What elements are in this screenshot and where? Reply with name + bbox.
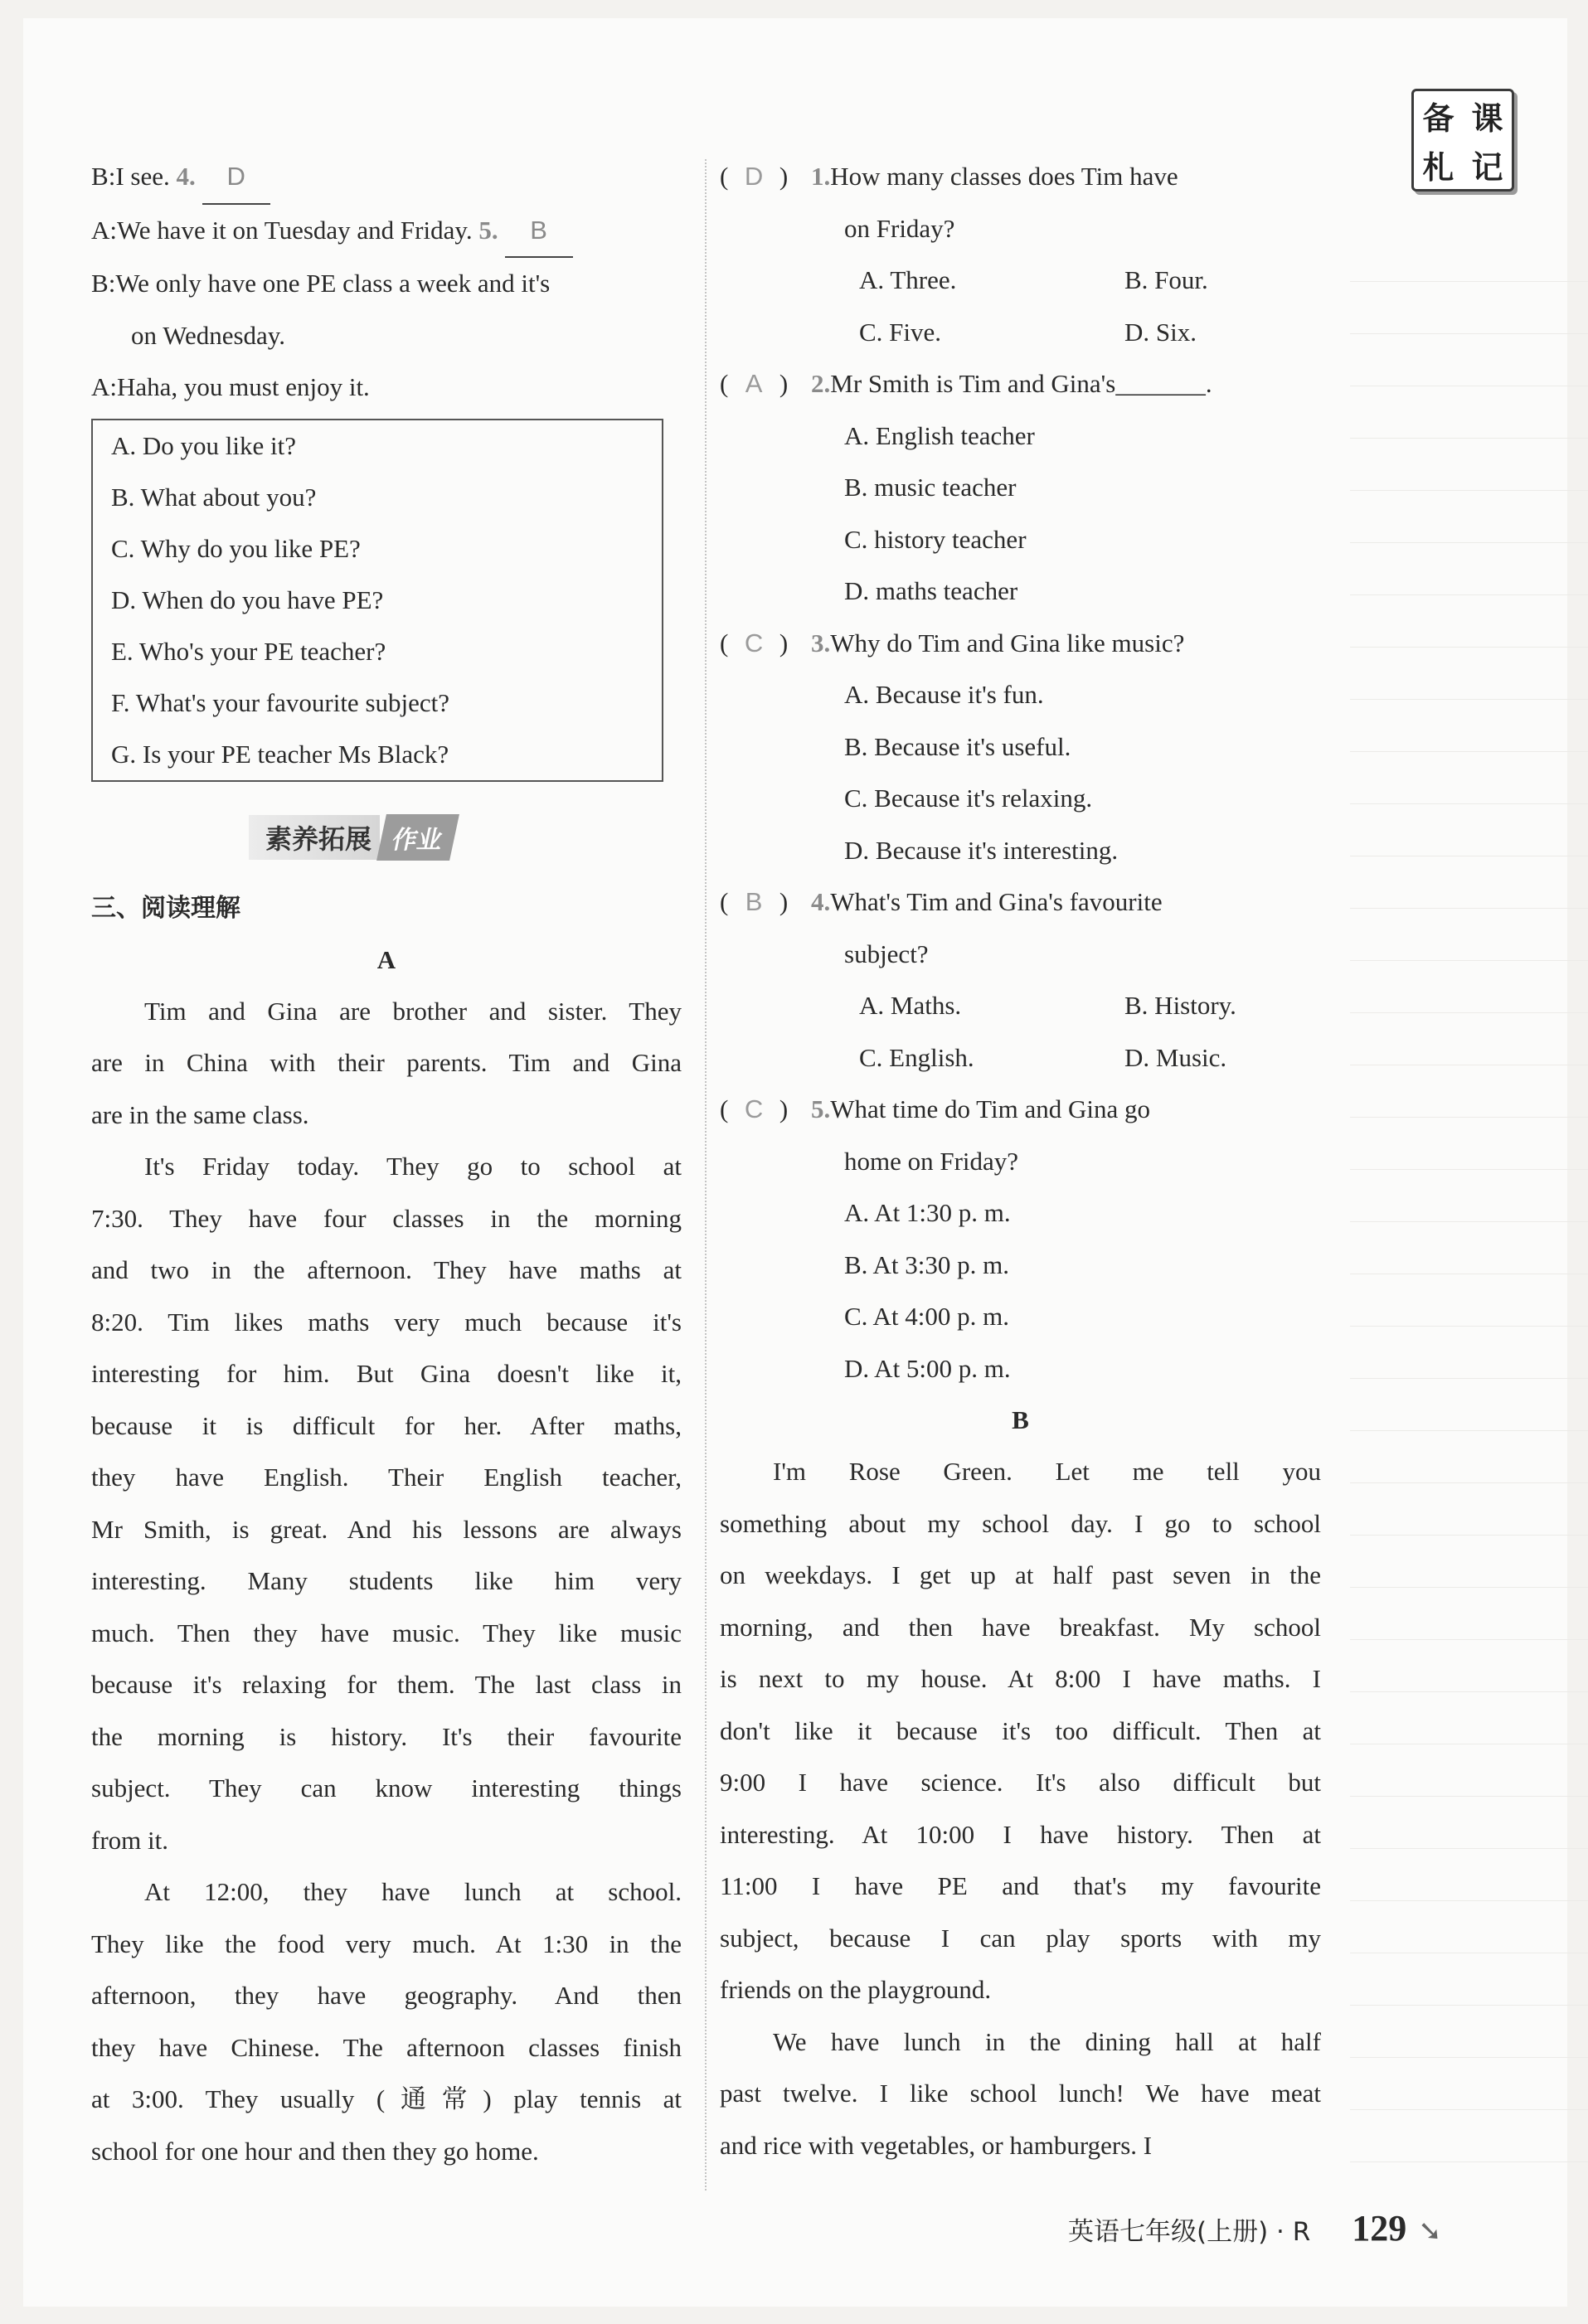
option-grid xyxy=(720,255,1321,358)
notes-area xyxy=(1350,230,1588,2153)
passage-b-letter: B xyxy=(1012,1405,1029,1434)
question-text xyxy=(811,1084,1321,1136)
notes-ruled-line xyxy=(1350,1640,1588,1692)
text-line: they have Chinese. The afternoon classes finish xyxy=(91,2032,682,2062)
text-line: don't like it because it's too difficult. Then at xyxy=(720,1715,1321,1745)
text-line: afternoon, they have geography. And then xyxy=(91,1981,682,2010)
option-item: A. Do you like it? xyxy=(111,430,296,460)
text-line: from it. xyxy=(91,1825,168,1855)
stamp-char: 课 xyxy=(1471,100,1503,137)
speaker: A xyxy=(91,215,110,245)
answer-mark: A xyxy=(745,369,763,398)
answer-paren[interactable]: ( B ) xyxy=(720,876,811,929)
question-row xyxy=(720,1084,1321,1136)
passage-a xyxy=(91,986,682,2178)
notes-ruled-line xyxy=(1350,1483,1588,1536)
notes-ruled-line xyxy=(1350,1692,1588,1744)
text-line: interesting for him. But Gina doesn't like it, xyxy=(91,1359,682,1388)
banner-title: 素养拓展 xyxy=(249,815,380,860)
option-choice[interactable]: A. English teacher xyxy=(844,420,1035,450)
question-text xyxy=(811,618,1321,670)
notes-ruled-line xyxy=(1350,961,1588,1013)
question-stem: What's Tim and Gina's favourite xyxy=(830,887,1163,916)
notes-ruled-line xyxy=(1350,1901,1588,1953)
passage-a-letter: A xyxy=(376,944,396,974)
notes-ruled-line xyxy=(1350,1536,1588,1588)
option-choice[interactable]: B. At 3:30 p. m. xyxy=(844,1249,1009,1279)
text-line: It's Friday today. They go to school at xyxy=(144,1152,682,1181)
question-number: 5. xyxy=(811,1094,831,1123)
option-choice[interactable]: A. Maths. xyxy=(859,991,962,1020)
option-choice[interactable]: A. Three. xyxy=(859,265,957,294)
option-choice[interactable]: C. history teacher xyxy=(844,524,1027,554)
notes-ruled-line xyxy=(1350,595,1588,648)
option-item: G. Is your PE teacher Ms Black? xyxy=(111,739,449,769)
answer-mark: C xyxy=(744,1094,764,1123)
page xyxy=(23,18,1567,2307)
answer-paren[interactable]: ( C ) xyxy=(720,1084,811,1136)
text-line: Mr Smith, is great. And his lessons are always xyxy=(91,1514,682,1544)
questions xyxy=(720,151,1321,1395)
question-row xyxy=(720,151,1321,203)
question-number: 1. xyxy=(811,162,831,191)
left-column xyxy=(91,151,682,2177)
answer-blank[interactable]: D xyxy=(202,151,270,205)
option-item: B. What about you? xyxy=(111,482,317,512)
notes-ruled-line xyxy=(1350,2058,1588,2110)
option-choice[interactable]: D. Music. xyxy=(1124,1042,1227,1072)
blank-number: 4. xyxy=(176,162,196,191)
option-item: F. What's your favourite subject? xyxy=(111,687,450,717)
corner-arrow-icon: ➘ xyxy=(1418,2215,1442,2248)
notes-ruled-line xyxy=(1350,909,1588,961)
stamp-char: 记 xyxy=(1471,149,1503,186)
notes-ruled-line xyxy=(1350,386,1588,439)
dialogue-text: Haha, you must enjoy it. xyxy=(117,372,370,401)
option-choice[interactable]: D. Because it's interesting. xyxy=(844,835,1119,865)
option-choice[interactable]: C. English. xyxy=(859,1042,974,1072)
option-choice[interactable]: C. At 4:00 p. m. xyxy=(844,1302,1009,1331)
text-line: school for one hour and then they go home. xyxy=(91,2136,539,2166)
text-line: are in the same class. xyxy=(91,1099,309,1129)
notes-ruled-line xyxy=(1350,1170,1588,1222)
question-stem: Mr Smith is Tim and Gina's_______. xyxy=(830,369,1212,398)
question-stem-cont: home on Friday? xyxy=(844,1146,1019,1176)
question-number: 2. xyxy=(811,369,831,398)
notes-ruled-line xyxy=(1350,1849,1588,1901)
question-stem: How many classes does Tim have xyxy=(830,162,1178,191)
notes-ruled-line xyxy=(1350,1274,1588,1327)
text-line: subject, because I can play sports with my xyxy=(720,1923,1321,1953)
text-line: Tim and Gina are brother and sister. They xyxy=(144,996,682,1026)
text-line: and rice with vegetables, or hamburgers. I xyxy=(720,2130,1153,2160)
option-choice[interactable]: D. maths teacher xyxy=(844,576,1018,605)
paragraph xyxy=(91,986,682,1142)
notes-ruled-line xyxy=(1350,856,1588,909)
option-choice[interactable]: B. Because it's useful. xyxy=(844,731,1071,761)
notes-ruled-line xyxy=(1350,543,1588,595)
question-stem: Why do Tim and Gina like music? xyxy=(830,628,1185,657)
text-line: 9:00 I have science. It's also difficult but xyxy=(720,1768,1321,1797)
option-item: C. Why do you like PE? xyxy=(111,533,361,563)
option-item: D. When do you have PE? xyxy=(111,585,384,614)
dialogue-line: A:We have it on Tuesday and Friday. 5. B xyxy=(91,205,682,259)
question-stem-cont: on Friday? xyxy=(844,213,955,243)
passage-b xyxy=(720,1446,1321,2171)
notes-ruled-line xyxy=(1350,1797,1588,1849)
notes-ruled-line xyxy=(1350,491,1588,543)
banner-tag: 作业 xyxy=(376,814,459,861)
question-text xyxy=(811,151,1321,203)
text-line: are in China with their parents. Tim and Gina xyxy=(91,1048,682,1077)
option-choice[interactable]: D. Six. xyxy=(1124,317,1197,347)
notes-ruled-line xyxy=(1350,648,1588,700)
text-line: because it's relaxing for them. The last class in xyxy=(91,1670,682,1699)
question-number: 3. xyxy=(811,628,831,657)
notes-ruled-line xyxy=(1350,2006,1588,2058)
answer-paren[interactable]: ( C ) xyxy=(720,618,811,670)
notes-ruled-line xyxy=(1350,700,1588,752)
option-item: E. Who's your PE teacher? xyxy=(111,636,386,666)
text-line: is next to my house. At 8:00 I have maths. I xyxy=(720,1664,1321,1693)
stamp-char: 札 xyxy=(1422,149,1454,186)
notes-ruled-line xyxy=(1350,2110,1588,2162)
text-line: They like the food very much. At 1:30 in the xyxy=(91,1929,682,1958)
paragraph xyxy=(91,1866,682,2177)
lesson-notes-stamp xyxy=(1411,89,1514,192)
paragraph xyxy=(720,2016,1321,2172)
answer-blank[interactable]: B xyxy=(505,205,573,259)
text-line: past twelve. I like school lunch! We have meat xyxy=(720,2079,1321,2108)
dialogue-line-cont: on Wednesday. xyxy=(131,320,286,350)
blank-number: 5. xyxy=(478,215,498,245)
notes-ruled-line xyxy=(1350,752,1588,804)
paragraph xyxy=(720,1446,1321,2016)
text-line: friends on the playground. xyxy=(720,1975,992,2004)
text-line: much. Then they have music. They like music xyxy=(91,1618,682,1647)
paragraph xyxy=(91,1141,682,1866)
notes-ruled-line xyxy=(1350,1588,1588,1640)
text-line: on weekdays. I get up at half past seven in the xyxy=(720,1560,1321,1589)
notes-ruled-line xyxy=(1350,1431,1588,1483)
text-line: subject. They can know interesting things xyxy=(91,1773,682,1802)
question-row xyxy=(720,876,1321,929)
right-column xyxy=(720,151,1321,2171)
option-choice[interactable]: B. music teacher xyxy=(844,473,1017,502)
notes-ruled-line xyxy=(1350,1953,1588,2006)
text-line: 11:00 I have PE and that's my favourite xyxy=(720,1871,1321,1900)
answer-mark: D xyxy=(744,162,764,191)
notes-ruled-line xyxy=(1350,1222,1588,1274)
answer-mark: B xyxy=(745,887,763,916)
notes-ruled-line xyxy=(1350,1744,1588,1797)
option-grid xyxy=(720,980,1321,1084)
text-line: they have English. Their English teacher, xyxy=(91,1463,682,1492)
speaker: A xyxy=(91,372,110,401)
notes-ruled-line xyxy=(1350,1118,1588,1170)
section-title: 三、阅读理解 xyxy=(91,893,240,923)
text-line: the morning is history. It's their favourite xyxy=(91,1721,682,1751)
notes-ruled-line xyxy=(1350,1379,1588,1431)
text-line: 8:20. Tim likes maths very much because it's xyxy=(91,1307,682,1337)
dialogue-line: A:Haha, you must enjoy it. xyxy=(91,372,370,401)
question-stem-cont: subject? xyxy=(844,939,929,968)
notes-ruled-line xyxy=(1350,439,1588,491)
answer-mark: C xyxy=(744,628,764,657)
question-row xyxy=(720,618,1321,670)
text-line: morning, and then have breakfast. My school xyxy=(720,1612,1321,1642)
notes-ruled-line xyxy=(1350,1013,1588,1065)
notes-ruled-line xyxy=(1350,804,1588,856)
text-line: interesting. Many students like him very xyxy=(91,1566,682,1595)
text-line: I'm Rose Green. Let me tell you xyxy=(773,1457,1321,1486)
option-choice[interactable]: A. At 1:30 p. m. xyxy=(844,1198,1011,1227)
option-choice[interactable]: C. Because it's relaxing. xyxy=(844,784,1093,813)
dialogue-line: B:We only have one PE class a week and it's xyxy=(91,269,551,298)
question-text xyxy=(811,876,1321,929)
option-choice[interactable]: A. Because it's fun. xyxy=(844,680,1044,709)
notes-ruled-line xyxy=(1350,1327,1588,1379)
text-line: At 12:00, they have lunch at school. xyxy=(144,1877,682,1906)
section-banner xyxy=(249,815,682,860)
notes-ruled-line xyxy=(1350,334,1588,386)
answer-paren[interactable]: ( A ) xyxy=(720,358,811,410)
question-number: 4. xyxy=(811,887,831,916)
option-choice[interactable]: C. Five. xyxy=(859,317,942,347)
notes-ruled-line xyxy=(1350,282,1588,334)
text-line: interesting. At 10:00 I have history. Then at xyxy=(720,1819,1321,1849)
text-line: at 3:00. They usually (通常) play tennis at xyxy=(91,2084,682,2113)
dialogue-text: We have it on Tuesday and Friday. xyxy=(117,215,473,245)
answer-paren[interactable]: ( D ) xyxy=(720,151,811,203)
option-choice[interactable]: B. Four. xyxy=(1124,265,1208,294)
question-stem: What time do Tim and Gina go xyxy=(830,1094,1151,1123)
notes-ruled-line xyxy=(1350,230,1588,282)
dialogue-line: B:I see. 4. D xyxy=(91,151,682,205)
dialogue-text: I see. xyxy=(115,162,170,191)
page-footer xyxy=(1068,2207,1442,2249)
text-line: We have lunch in the dining hall at half xyxy=(773,2026,1321,2056)
text-line: because it is difficult for her. After maths, xyxy=(91,1410,682,1440)
text-line: 7:30. They have four classes in the morning xyxy=(91,1203,682,1233)
option-choice[interactable]: D. At 5:00 p. m. xyxy=(844,1353,1011,1383)
text-line: and two in the afternoon. They have maths at xyxy=(91,1255,682,1284)
column-divider xyxy=(705,159,707,2191)
speaker: B xyxy=(91,162,109,191)
option-choice[interactable]: B. History. xyxy=(1124,991,1236,1020)
book-title: 英语七年级(上册) · R xyxy=(1068,2217,1311,2247)
text-line: something about my school day. I go to school xyxy=(720,1508,1321,1538)
stamp-char: 备 xyxy=(1422,100,1454,137)
page-number: 129 xyxy=(1352,2208,1407,2249)
speaker: B xyxy=(91,269,109,298)
notes-ruled-line xyxy=(1350,1065,1588,1118)
dialogue-text: We only have one PE class a week and it's xyxy=(115,269,551,298)
question-text xyxy=(811,358,1321,410)
question-row xyxy=(720,358,1321,410)
options-box xyxy=(91,419,663,782)
